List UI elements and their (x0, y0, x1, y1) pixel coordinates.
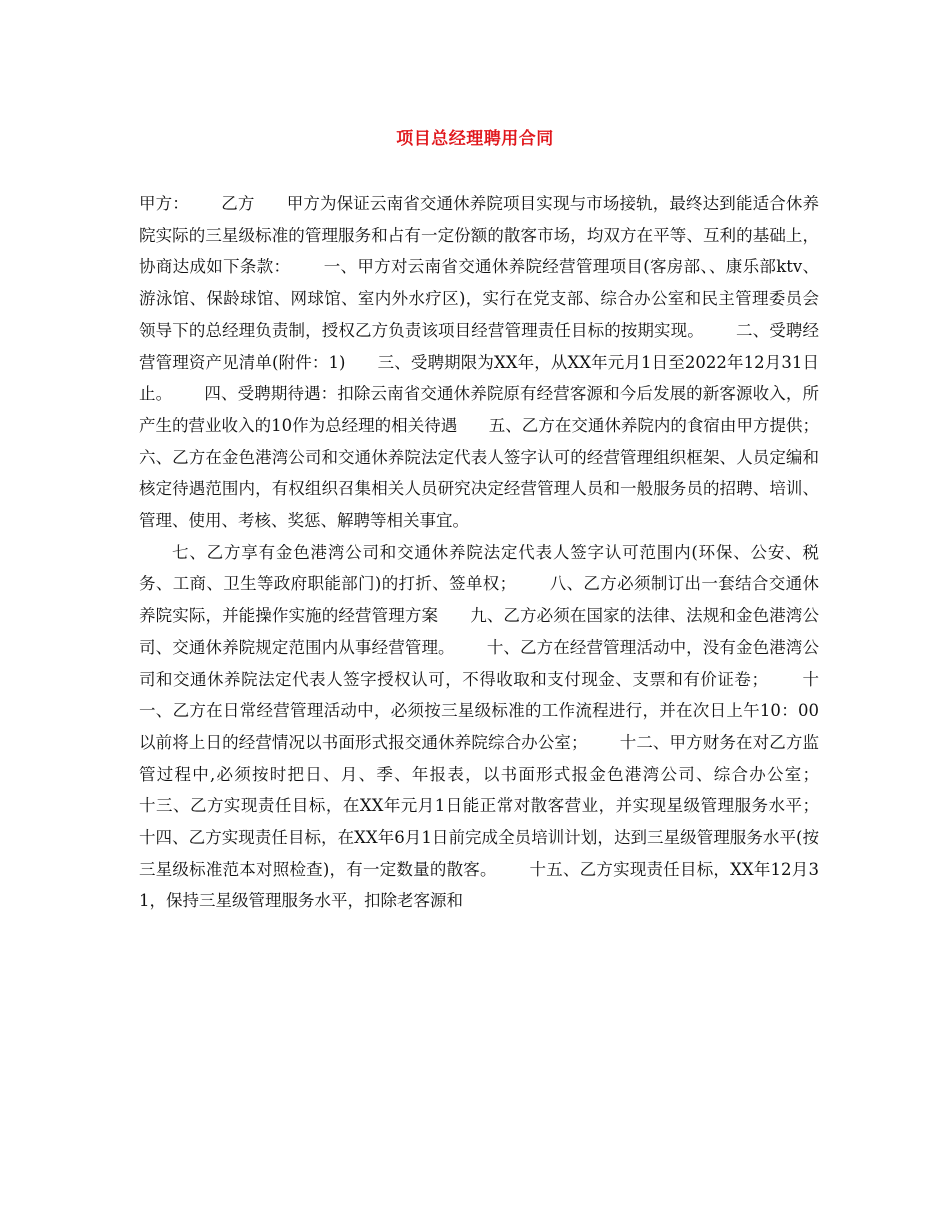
document-title: 项目总经理聘用合同 (396, 129, 554, 149)
paragraph-1: 甲方： 乙方 甲方为保证云南省交通休养院项目实现与市场接轨，最终达到能适合休养院实际的三星级标准的管理服务和占有一定份额的散客市场，均双方在平等、互利的基础上，协商达成如下条款： 一、甲方对云南省交通休养院经营管理项目(客房部、、康乐部ktv、游泳馆、保龄球馆、网球馆、室内外水疗区)，实行在党支部、综合办公室和民主管理委员会领导下的总经理负责制，授权乙方负责该项目经营管理责任目标的按期实现。 二、受聘经营管理资产见清单(附件：1) 三、受聘期限为XX年，从XX年元月1日至2022年12月31日止。 四、受聘期待遇：扣除云南省交通休养院原有经营客源和今后发展的新客源收入，所产生的营业收入的10作为总经理的相关待遇 五、乙方在交通休养院内的食宿由甲方提供； 六、乙方在金色港湾公司和交通休养院法定代表人签字认可的经营管理组织框架、人员定编和核定待遇范围内，有权组织召集相关人员研究决定经营管理人员和一般服务员的招聘、培训、管理、使用、考核、奖惩、解聘等相关事宜。 (139, 194, 851, 531)
document-body (139, 188, 851, 917)
paragraph-2: 七、乙方享有金色港湾公司和交通休养院法定代表人签字认可范围内(环保、公安、税务、工商、卫生等政府职能部门)的打折、签单权； 八、乙方必须制订出一套结合交通休养院实际，并能操作实施的经营管理方案 九、乙方必须在国家的法律、法规和金色港湾公司、交通休养院规定范围内从事经营管理。 十、乙方在经营管理活动中，没有金色港湾公司和交通休养院法定代表人签字授权认可，不得收取和支付现金、支票和有价证卷； 十一、乙方在日常经营管理活动中，必须按三星级标准的工作流程进行，并在次日上午10：00以前将上日的经营情况以书面形式报交通休养院综合办公室； 十二、甲方财务在对乙方监管过程中,必须按时把日、月、季、年报表，以书面形式报金色港湾公司、综合办公室； 十三、乙方实现责任目标，在XX年元月1日能正常对散客营业，并实现星级管理服务水平； 十四、乙方实现责任目标，在XX年6月1日前完成全员培训计划，达到三星级管理服务水平(按三星级标准范本对照检查)，有一定数量的散客。 十五、乙方实现责任目标，XX年12月31，保持三星级管理服务水平，扣除老客源和 (139, 542, 851, 911)
